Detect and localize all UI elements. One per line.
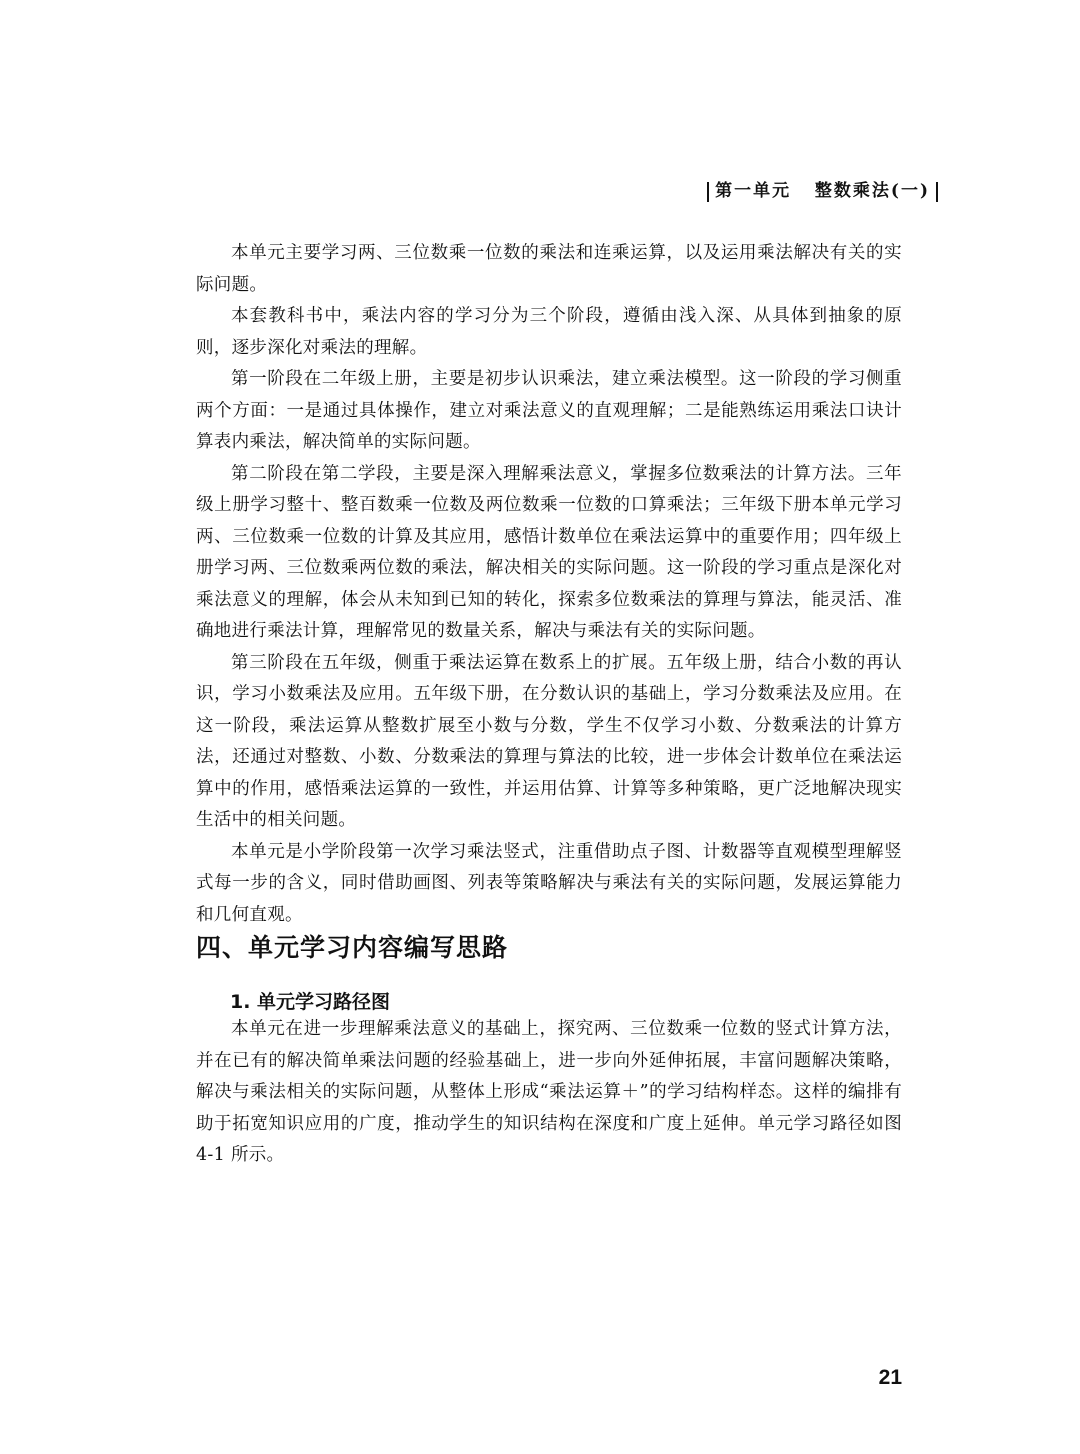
running-header: [701, 176, 944, 202]
paragraph: 本套教科书中，乘法内容的学习分为三个阶段，遵循由浅入深、从具体到抽象的原则，逐步深化对乘法的理解。: [196, 306, 902, 358]
paragraph: 本单元是小学阶段第一次学习乘法竖式，注重借助点子图、计数器等直观模型理解竖式每一步的含义，同时借助画图、列表等策略解决与乘法有关的实际问题，发展运算能力和几何直观。: [196, 841, 902, 925]
header-right-rule: [936, 182, 938, 202]
paragraph: 第一阶段在二年级上册，主要是初步认识乘法，建立乘法模型。这一阶段的学习侧重两个方面：一是通过具体操作，建立对乘法意义的直观理解；二是能熟练运用乘法口诀计算表内乘法，解决简单的实际问题。: [196, 369, 902, 452]
paragraph: 本单元在进一步理解乘法意义的基础上，探究两、三位数乘一位数的竖式计算方法，并在已有的解决简单乘法问题的经验基础上，进一步向外延伸拓展，丰富问题解决策略，解决与乘法相关的实际问题，从整体上形成“乘法运算＋”的学习结构样态。这样的编排有助于拓宽知识应用的广度，推动学生的知识结构在深度和广度上延伸。单元学习路径如图 4-1 所示。: [196, 1019, 902, 1165]
paragraph: 第三阶段在五年级，侧重于乘法运算在数系上的扩展。五年级上册，结合小数的再认识，学习小数乘法及应用。五年级下册，在分数认识的基础上，学习分数乘法及应用。在这一阶段，乘法运算从整数扩展至小数与分数，学生不仅学习小数、分数乘法的计算方法，还通过对整数、小数、分数乘法的算理与算法的比较，进一步体会计数单位在乘法运算中的作用，感悟乘法运算的一致性，并运用估算、计算等多种策略，更广泛地解决现实生活中的相关问题。: [196, 652, 902, 830]
page-number: 21: [878, 1366, 902, 1389]
header-title: 整数乘法(一): [814, 181, 930, 201]
section-heading: 四、单元学习内容编写思路: [196, 933, 509, 962]
header-unit: 第一单元: [715, 181, 792, 201]
header-left-rule: [707, 182, 709, 202]
subsection-heading: 1. 单元学习路径图: [230, 991, 391, 1013]
subsection-body: [196, 1014, 902, 1172]
paragraph: 第二阶段在第二学段，主要是深入理解乘法意义，掌握多位数乘法的计算方法。三年级上册学习整十、整百数乘一位数及两位数乘一位数的口算乘法；三年级下册本单元学习两、三位数乘一位数的计算及其应用，感悟计数单位在乘法运算中的重要作用；四年级上册学习两、三位数乘两位数的乘法，解决相关的实际问题。这一阶段的学习重点是深化对乘法意义的理解，体会从未知到已知的转化，探索多位数乘法的算理与算法，能灵活、准确地进行乘法计算，理解常见的数量关系，解决与乘法有关的实际问题。: [196, 463, 902, 641]
paragraph: 本单元主要学习两、三位数乘一位数的乘法和连乘运算，以及运用乘法解决有关的实际问题。: [196, 243, 902, 295]
intro-text: [196, 238, 902, 931]
